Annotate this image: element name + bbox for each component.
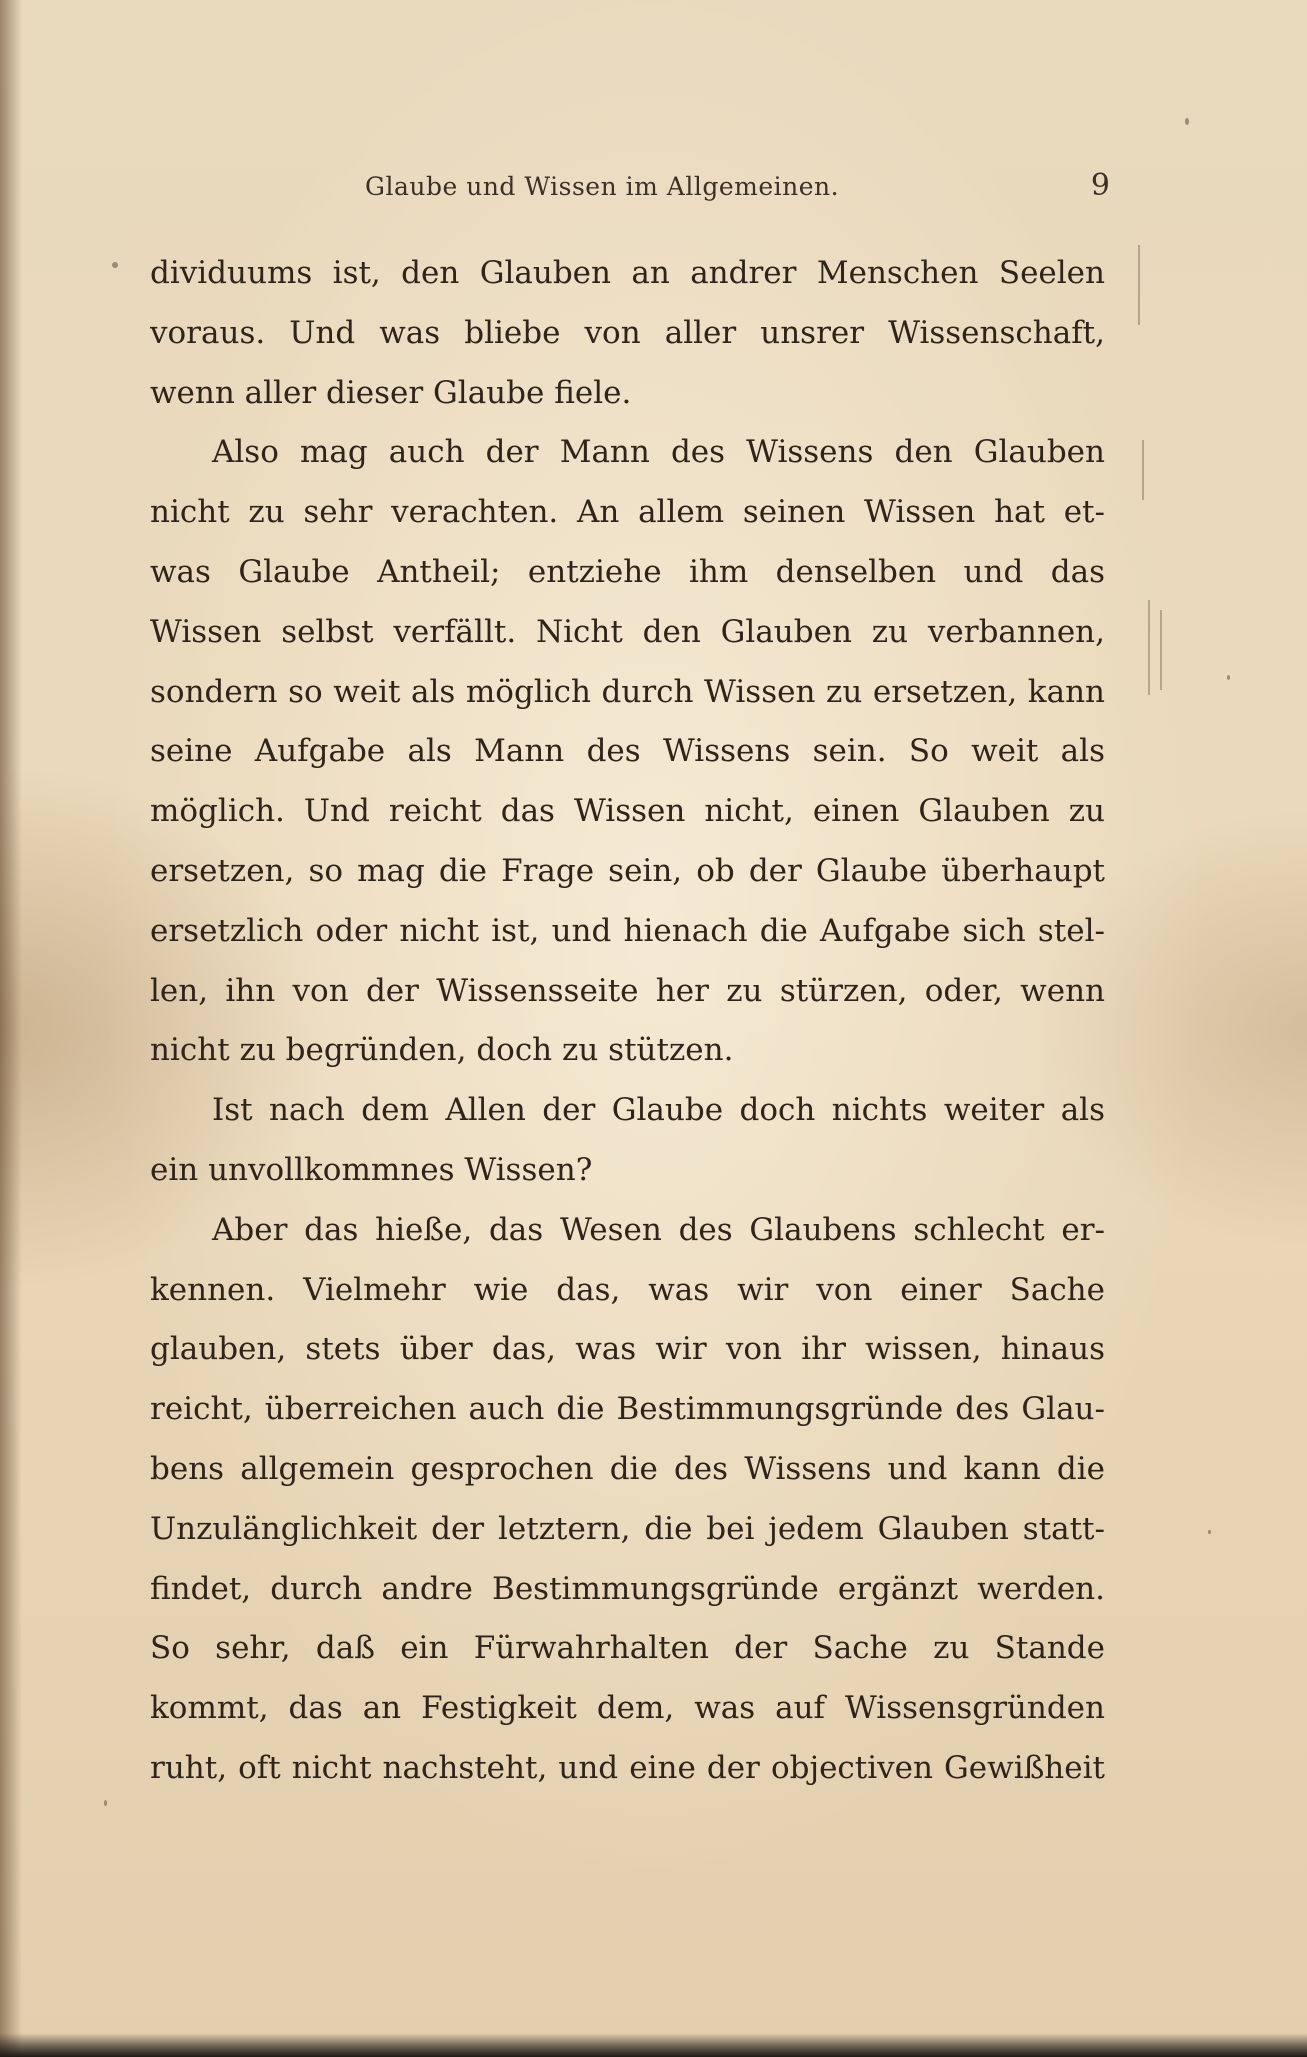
text-line-14: nicht zu begründen, doch zu stützen. xyxy=(150,1032,734,1069)
text-line-23: findet, durch andre Bestimmungsgründe ergänzt werden. xyxy=(150,1570,1105,1607)
paper-speck xyxy=(1227,675,1230,680)
margin-mark xyxy=(1142,440,1144,500)
text-line-2: voraus. Und was bliebe von aller unsrer Wissenschaft, xyxy=(150,314,1105,351)
text-line-19: glauben, stets über das, was wir von ihr wissen, hinaus xyxy=(150,1331,1105,1368)
text-line-10: möglich. Und reicht das Wissen nicht, einen Glauben zu xyxy=(150,793,1105,830)
text-line-9: seine Aufgabe als Mann des Wissens sein. So weit als xyxy=(150,733,1105,770)
spine-shadow xyxy=(0,0,22,2057)
text-line-24: So sehr, daß ein Fürwahrhalten der Sache zu Stande xyxy=(150,1630,1105,1667)
text-line-16: ein unvollkommnes Wissen? xyxy=(150,1151,593,1188)
text-line-4: Also mag auch der Mann des Wissens den Glauben xyxy=(212,434,1105,471)
text-line-1: dividuums ist, den Glauben an andrer Menschen Seelen xyxy=(150,255,1105,291)
text-line-17: Aber das hieße, das Wesen des Glaubens schlecht er- xyxy=(212,1211,1105,1248)
paper-speck xyxy=(1185,118,1189,125)
body-text xyxy=(150,244,1105,1799)
paper-speck xyxy=(1208,1530,1211,1534)
running-head xyxy=(150,168,1110,212)
text-line-21: bens allgemein gesprochen die des Wissens und kann die xyxy=(150,1450,1105,1487)
text-line-20: reicht, überreichen auch die Bestimmungsgründe des Glau- xyxy=(150,1391,1105,1428)
text-line-5: nicht zu sehr verachten. An allem seinen Wissen hat et- xyxy=(150,494,1105,531)
text-line-3: wenn aller dieser Glaube fiele. xyxy=(150,374,632,411)
text-line-12: ersetzlich oder nicht ist, und hienach die Aufgabe sich stel- xyxy=(150,912,1105,949)
text-line-7: Wissen selbst verfällt. Nicht den Glauben zu verbannen, xyxy=(150,613,1105,650)
running-title: Glaube und Wissen im Allgemeinen. xyxy=(365,172,840,201)
text-line-13: len, ihn von der Wissensseite her zu stürzen, oder, wenn xyxy=(150,972,1105,1009)
text-line-15: Ist nach dem Allen der Glaube doch nichts weiter als xyxy=(212,1092,1105,1129)
text-line-26: ruht, oft nicht nachsteht, und eine der objectiven Gewißheit xyxy=(150,1749,1105,1786)
margin-mark xyxy=(1148,600,1150,695)
page-number: 9 xyxy=(1090,168,1110,203)
paper-speck xyxy=(112,262,118,268)
paper-speck xyxy=(104,1800,107,1806)
text-line-8: sondern so weit als möglich durch Wissen zu ersetzen, kann xyxy=(150,673,1105,710)
page-bottom-edge xyxy=(0,2033,1307,2057)
margin-mark xyxy=(1138,245,1140,325)
text-line-22: Unzulänglichkeit der letztern, die bei jedem Glauben statt- xyxy=(150,1510,1105,1547)
text-line-18: kennen. Vielmehr wie das, was wir von einer Sache xyxy=(150,1271,1105,1308)
margin-mark xyxy=(1160,610,1162,690)
text-line-6: was Glaube Antheil; entziehe ihm denselben und das xyxy=(150,553,1105,590)
text-line-25: kommt, das an Festigkeit dem, was auf Wissensgründen xyxy=(150,1690,1105,1727)
text-line-11: ersetzen, so mag die Frage sein, ob der Glaube überhaupt xyxy=(150,852,1105,889)
